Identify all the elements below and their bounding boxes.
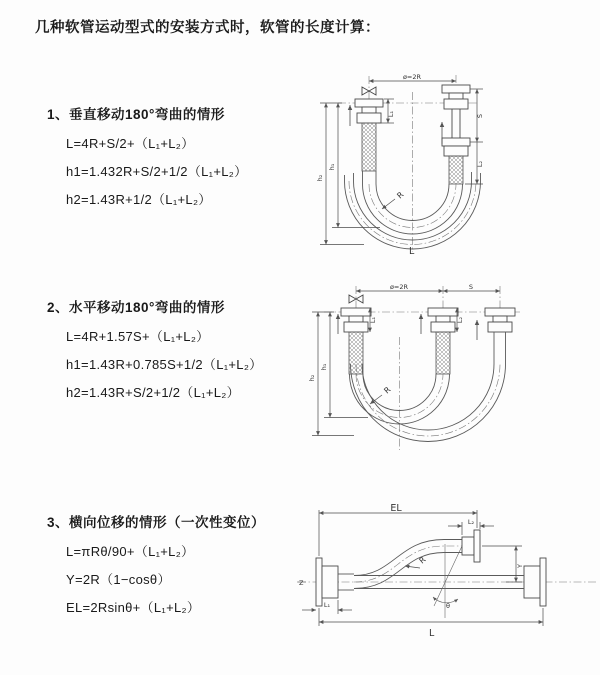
diagram-lateral-s-bend (296, 502, 600, 642)
dim-label-l1: L₁ (323, 601, 331, 609)
formula-h2: h2=1.43R+1/2（L₁+L₂） (66, 192, 212, 207)
diagram-vertical-u-bend (312, 72, 592, 256)
section-2-heading: 2、水平移动180°弯曲的情形 (47, 300, 225, 315)
dim-label-el: EL (390, 503, 402, 514)
formula-l: L=4R+S/2+（L₁+L₂） (66, 136, 195, 151)
dim-label-s: S (476, 113, 484, 119)
dim-label-2r: ø=2R (389, 283, 409, 291)
angle-label: θ (446, 602, 450, 610)
dim-label-l2: L₂ (467, 518, 475, 526)
centerline-mark: Z (299, 579, 304, 587)
hose-bend-arcs (350, 364, 506, 442)
dim-label-h1: h₁ (328, 163, 336, 171)
section-3-heading: 3、横向位移的情形（一次性变位） (47, 515, 266, 530)
dim-label-l1: L₁ (369, 316, 377, 324)
centerlines (298, 546, 596, 582)
flange-fittings (316, 530, 546, 606)
formula-l: L=πRθ/90+（L₁+L₂） (66, 544, 195, 559)
hose-end-fittings (341, 308, 515, 332)
formula-l: L=4R+1.57S+（L₁+L₂） (66, 329, 210, 344)
dim-label-l2: L₂ (456, 316, 464, 324)
hose-center-arcs (356, 364, 500, 436)
length-label: L (409, 246, 415, 256)
dim-label-s: S (468, 283, 474, 291)
page-title: 几种软管运动型式的安装方式时，软管的长度计算： (35, 20, 380, 36)
section-1-heading: 1、垂直移动180°弯曲的情形 (47, 107, 225, 122)
radius-label: R (395, 190, 406, 201)
radius-label: R (382, 385, 393, 396)
formula-h2: h2=1.43R+S/2+1/2（L₁+L₂） (66, 385, 240, 400)
dim-label-2r: ø=2R (402, 73, 422, 81)
formula-y: Y=2R（1−cosθ） (66, 572, 171, 587)
dim-label-h2: h₂ (308, 374, 316, 382)
radius-label: R (417, 555, 428, 566)
dim-label-l1: L₁ (387, 110, 395, 118)
dim-label-h2: h₂ (316, 174, 324, 182)
displaced-leg (494, 332, 506, 364)
dim-label-l: L (429, 628, 435, 639)
diagram-horizontal-u-bend (308, 282, 600, 456)
dim-label-y: Y (516, 564, 524, 568)
formula-h1: h1=1.432R+S/2+1/2（L₁+L₂） (66, 164, 248, 179)
formula-el: EL=2Rsinθ+（L₁+L₂） (66, 600, 201, 615)
dim-label-h1: h₁ (320, 363, 328, 371)
formula-h1: h1=1.43R+0.785S+1/2（L₁+L₂） (66, 357, 263, 372)
dim-label-l2: L₂ (476, 160, 484, 168)
